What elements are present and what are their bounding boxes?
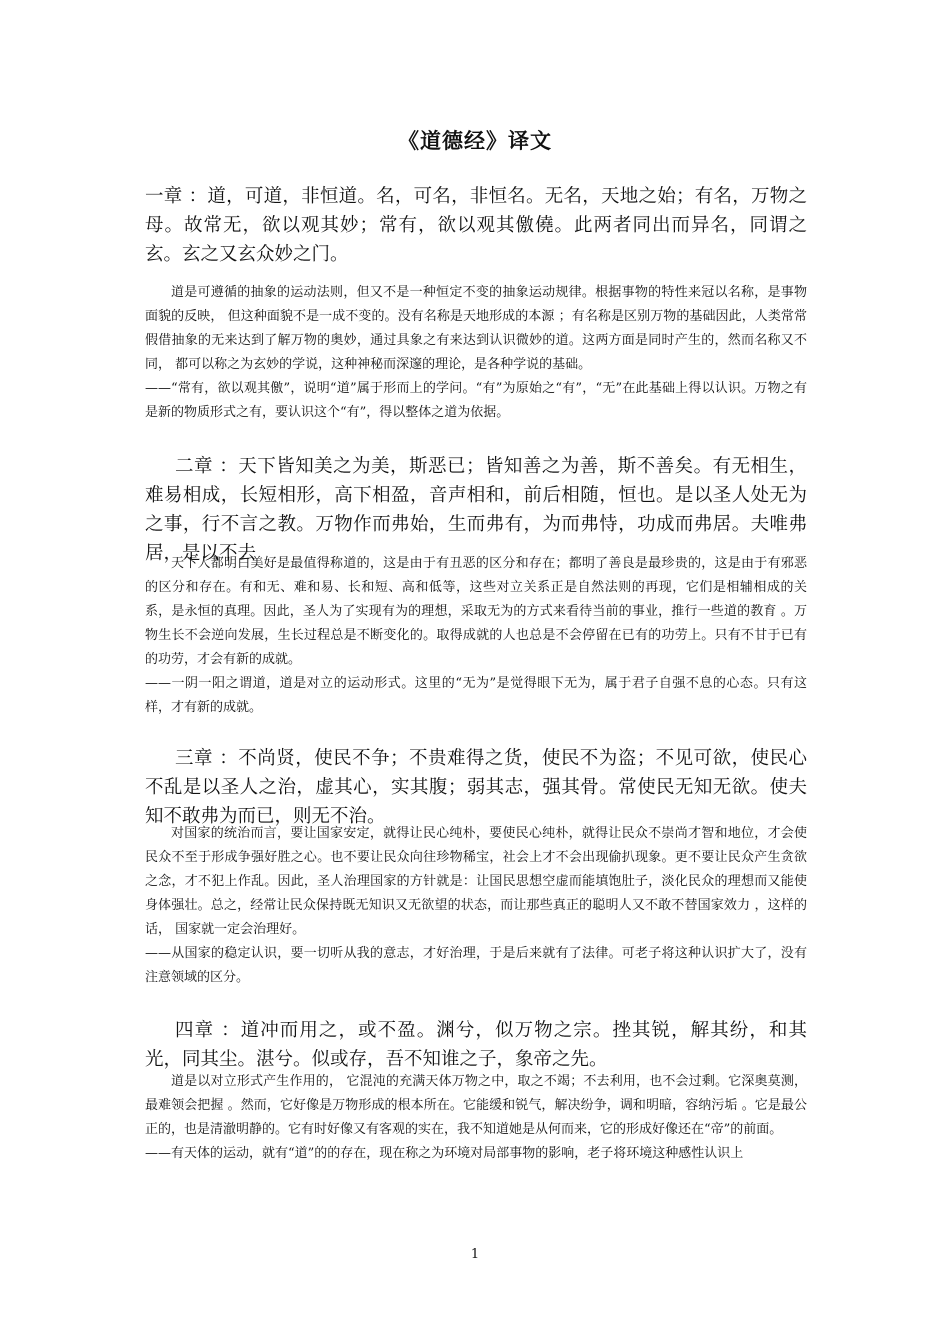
page-number: 1 (470, 1247, 480, 1262)
chapter-1-paragraph-1: 道是可遵循的抽象的运动法则，但又不是一种恒定不变的抽象运动规律。根据事物的特性来冠以名称，是事物面貌的反映， 但这种面貌不是一成不变的。没有名称是天地形成的本源 ；有名称是区别万物的基础因此，人类常常假借抽象的无来达到了解万物的奥妙，通过具象之有来达到认识微妙的道。这两方面是同时产生的，然而名称又不同， 都可以称之为玄妙的学说，这种神秘而深邃的理论，是各种学说的基础。 (145, 285, 807, 372)
chapter-3-text: 三章 ：不尚贤，使民不争；不贵难得之货，使民不为盗；不见可欲，使民心不乱是以圣人之治，虚其心，实其腹；弱其志，强其骨。常使民无知无欲。使夫知不敢弗为而已，则无不治。 (145, 748, 807, 827)
chapter-4-text: 四章 ：道冲而用之，或不盈。渊兮，似万物之宗。挫其锐，解其纷，和其光，同其尘。湛兮。似或存，吾不知谁之子，象帝之先。 (145, 1020, 807, 1070)
chapter-2-translation (145, 552, 807, 720)
chapter-3-translation (145, 822, 807, 990)
chapter-3-paragraph-2: ——从国家的稳定认识，要一切听从我的意志，才好治理，于是后来就有了法律。可老子将这种认识扩大了，没有注意领域的区分。 (145, 946, 807, 985)
chapter-1-text: 一章 ：道，可道，非恒道。名，可名，非恒名。无名，天地之始；有名，万物之母。故常无，欲以观其妙；常有，欲以观其儌僥。此两者同出而异名，同谓之玄。玄之又玄众妙之门。 (145, 186, 807, 265)
chapter-4-translation (145, 1070, 807, 1166)
chapter-4-paragraph-2: ——有天体的运动，就有“道”的的存在，现在称之为环境对局部事物的影响，老子将环境这种感性认识上 (145, 1146, 744, 1161)
chapter-3-paragraph-1: 对国家的统治而言，要让国家安定，就得让民心纯朴，要使民心纯朴，就得让民众不崇尚才智和地位，才会使民众不至于形成争强好胜之心。也不要让民众向往珍物稀宝，社会上才不会出现偷扒现象。更不要让民众产生贪欲之念，才不犯上作乱。因此，圣人治理国家的方针就是：让国民思想空虚而能填饱肚子，淡化民众的理想而又能使身体强壮。总之，经常让民众保持既无知识又无欲望的状态，而让那些真正的聪明人又不敢不替国家效力 ，这样的话， 国家就一定会治理好。 (145, 826, 807, 937)
chapter-2-paragraph-1: 天下人都明白美好是最值得称道的，这是由于有丑恶的区分和存在；都明了善良是最珍贵的，这是由于有邪恶的区分和存在。有和无、难和易、长和短、高和低等，这些对立关系正是自然法则的再现，它们是相辅相成的关系，是永恒的真理。因此，圣人为了实现有为的理想，采取无为的方式来看待当前的事业，推行一些道的教育 。万物生长不会逆向发展，生长过程总是不断变化的。取得成就的人也总是不会停留在已有的功劳上。只有不甘于已有的功劳，才会有新的成就。 (145, 556, 807, 667)
chapter-1-translation (145, 281, 807, 425)
chapter-1-paragraph-2: ——“常有，欲以观其儌”，说明“道”属于形而上的学问。“有”为原始之“有”，“无”在此基础上得以认识。万物之有是新的物质形式之有，要认识这个“有”，得以整体之道为依据。 (145, 381, 807, 420)
chapter-2-paragraph-2: ——一阴一阳之谓道，道是对立的运动形式。这里的“无为”是觉得眼下无为，属于君子自强不息的心态。只有这样，才有新的成就。 (145, 676, 807, 715)
page-title: 《道德经》译文 (398, 128, 552, 153)
chapter-2-text: 二章 ：天下皆知美之为美，斯恶已；皆知善之为善，斯不善矣。有无相生，难易相成，长短相形，高下相盈，音声相和，前后相随，恒也。是以圣人处无为之事，行不言之教。万物作而弗始，生而弗有，为而弗恃，功成而弗居。夫唯弗居，是以不去 (145, 456, 807, 564)
chapter-4-paragraph-1: 道是以对立形式产生作用的， 它混沌的充满天体万物之中，取之不竭；不去利用，也不会过剩。它深奥莫测，最难领会把握 。然而，它好像是万物形成的根本所在。它能缓和锐气，解决纷争，调和明暗，容纳污垢 。它是最公正的，也是清澈明静的。它有时好像又有客观的实在，我不知道她是从何而来，它的形成好像还在“帝”的前面。 (145, 1074, 807, 1137)
